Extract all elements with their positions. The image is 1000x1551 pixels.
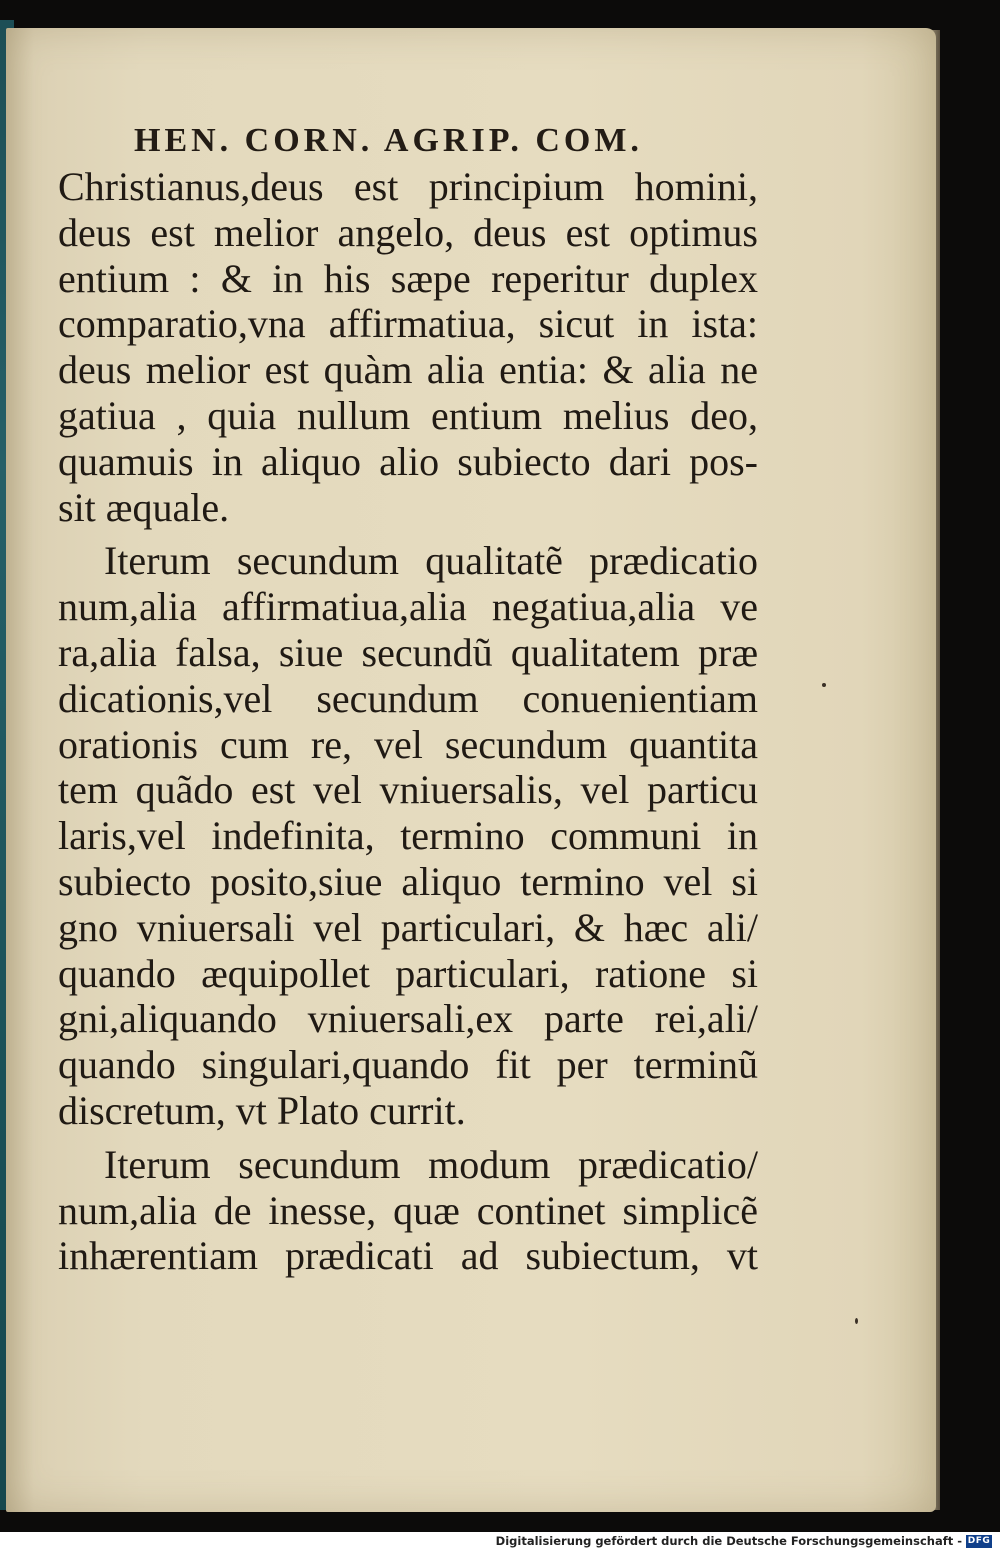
text-line: quamuis in aliquo alio subiecto dari pos- [58,438,758,484]
text-line: discretum, vt Plato currit. [58,1087,466,1133]
text-line: comparatio,vna affirmatiua, sicut in ista: [58,301,758,347]
paper-speck [822,683,826,687]
text-line: quando æquipollet particulari, ratione si [58,950,758,996]
text-line: tem quãdo est vel vniuersalis, vel particu [58,767,758,813]
text-line: orationis cum re, vel secundum quantita [58,721,758,767]
paragraph-gap [58,530,758,538]
dfg-logo: DFG [967,1536,991,1546]
text-line: num,alia de inesse, quæ continet simplicẽ [58,1187,758,1233]
text-line: entium : & in his sæpe reperitur duplex [58,255,758,301]
text-line: gno vniuersali vel particulari, & hæc ali/ [58,904,758,950]
text-line: quando singulari,quando fit per terminũ [58,1042,758,1088]
text-line: deus est melior angelo, deus est optimus [58,209,758,255]
text-line: Iterum secundum qualitatẽ prædicatio [104,538,758,584]
text-line: gni,aliquando vniuersali,ex parte rei,ali/ [58,996,758,1042]
text-line: subiecto posito,siue aliquo termino vel si [58,858,758,904]
text-line: laris,vel indefinita, termino communi in [58,813,758,859]
text-line: num,alia affirmatiua,alia negatiua,alia ve [58,584,758,630]
text-line: deus melior est quàm alia entia: & alia ne [58,347,758,393]
page-text-block [58,118,758,1279]
running-head: HEN. CORN. AGRIP. COM. [134,122,643,159]
text-line: dicationis,vel secundum conuenientiam [58,675,758,721]
text-line: gatiua , quia nullum entium melius deo, [58,392,758,438]
text-lines [58,164,758,1279]
paragraph-gap [58,1134,758,1142]
text-line: Iterum secundum modum prædicatio/ [104,1141,758,1187]
text-line: Christianus,deus est principium homini, [58,164,758,209]
text-line: ra,alia falsa, siue secundũ qualitatem præ [58,629,758,675]
funding-credit: Digitalisierung gefördert durch die Deutsche Forschungsgemeinschaft - [495,1534,962,1548]
paper-speck [855,1318,858,1324]
text-line: inhærentiam prædicati ad subiectum, vt [58,1233,758,1279]
text-line: sit æquale. [58,484,230,530]
